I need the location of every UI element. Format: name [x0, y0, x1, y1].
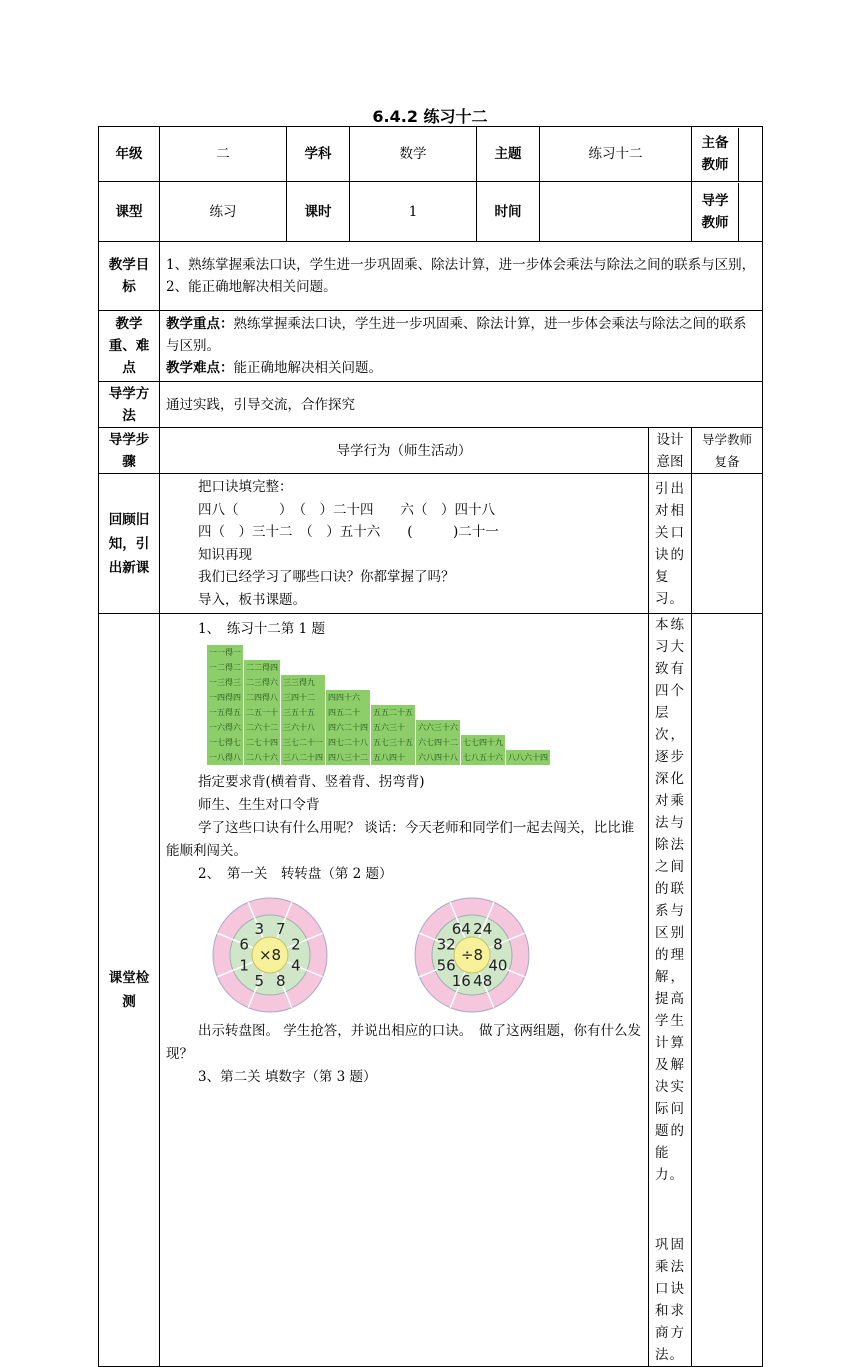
mult-table-row [207, 675, 550, 690]
mult-table-cell: 三三得九 [281, 675, 325, 690]
wheel-number: 6 [239, 935, 249, 954]
wheel-number: 2 [291, 935, 301, 954]
wheel-number: 32 [436, 935, 456, 954]
mult-table-cell: 一八得八 [207, 750, 243, 765]
mult-table-row [207, 660, 550, 675]
mult-table-cell: 二六十二 [244, 720, 280, 735]
mult-table-row [207, 735, 550, 750]
wheel-operator: ×8 [258, 946, 282, 964]
mult-table-row [207, 705, 550, 720]
spinner-wheels [210, 896, 642, 1014]
type-label: 课型 [99, 182, 160, 242]
wheel-number: 3 [254, 920, 265, 939]
time-value [540, 182, 692, 242]
mult-table-cell: 三七二十一 [281, 735, 325, 750]
check-section-label: 课堂检测 [99, 614, 160, 1367]
multiply-wheel [210, 896, 330, 1014]
mult-table-empty [416, 660, 460, 675]
mult-table-cell: 二四得八 [244, 690, 280, 705]
info-row-2 [99, 182, 763, 242]
key-point-label: 教学重点： [166, 316, 234, 332]
after-table-line-2: 师生、生生对口令背 [198, 797, 320, 813]
goal-line-2: 2、能正确地解决相关问题。 [166, 279, 337, 295]
mult-table-cell: 七七四十九 [461, 735, 505, 750]
review-intent: 引出对相关口诀的复习。 [649, 474, 692, 614]
mult-table-empty [244, 645, 280, 660]
mult-table-empty [461, 720, 505, 735]
check-item-1: 1、 练习十二第 1 题 [198, 621, 326, 637]
mult-table-cell: 六八四十八 [416, 750, 460, 765]
divide-wheel [412, 896, 532, 1014]
mult-table-cell: 三四十二 [281, 690, 325, 705]
wheel-number: 64 [452, 920, 472, 939]
method-row [99, 382, 763, 428]
page-title: 6.4.2 练习十二 [372, 107, 488, 126]
wheel-number: 4 [291, 956, 301, 975]
periods-label: 课时 [287, 182, 350, 242]
lead-teacher-cell [692, 127, 763, 182]
goals-content [160, 242, 763, 311]
mult-table-cell: 四四十六 [326, 690, 370, 705]
mult-table-cell: 五八四十 [371, 750, 415, 765]
mult-table-cell: 二七十四 [244, 735, 280, 750]
mult-table-empty [461, 660, 505, 675]
mult-table-cell: 三八二十四 [281, 750, 325, 765]
mult-table-cell: 一七得七 [207, 735, 243, 750]
mult-table-cell: 一一得一 [207, 645, 243, 660]
mult-table-cell: 五七三十五 [371, 735, 415, 750]
mult-table-cell: 一六得六 [207, 720, 243, 735]
check-section-row [99, 614, 763, 1367]
check-intent-1: 本练习大致有四个层次，逐步深化对乘法与除法之间的联系与区别的理解，提高学生计算及解决实际问题的能力。 [655, 617, 685, 1183]
check-intent-2: 巩固乘法口诀和求商方法。 [655, 1237, 685, 1363]
steps-label: 导学步骤 [99, 428, 160, 474]
goal-line-1: 1、熟练掌握乘法口诀，学生进一步巩固乘、除法计算，进一步体会乘法与除法之间的联系与区别， [166, 257, 756, 273]
goals-label: 教学目标 [99, 242, 160, 311]
key-point [166, 313, 756, 357]
mult-table-cell: 一三得三 [207, 675, 243, 690]
review-section-content [160, 474, 649, 614]
mult-table-cell: 四六二十四 [326, 720, 370, 735]
goals-row [99, 242, 763, 311]
grade-label: 年级 [99, 127, 160, 182]
mult-table-empty [281, 645, 325, 660]
mult-table-empty [506, 705, 550, 720]
mult-table-cell: 一四得四 [207, 690, 243, 705]
lesson-plan-table [98, 126, 763, 1367]
mult-table-cell: 一二得二 [207, 660, 243, 675]
mult-table-cell: 三五十五 [281, 705, 325, 720]
mult-table-cell: 八八六十四 [506, 750, 550, 765]
steps-header-row [99, 428, 763, 474]
check-intent [649, 614, 692, 1367]
review-line-6: 导入，板书课题。 [198, 591, 306, 608]
mult-table-empty [416, 675, 460, 690]
mult-table-cell: 一五得五 [207, 705, 243, 720]
wheel-number: 56 [436, 956, 456, 975]
mult-table-cell: 三六十八 [281, 720, 325, 735]
topic-label: 主题 [477, 127, 540, 182]
mult-table-row [207, 750, 550, 765]
wheel-number: 48 [473, 971, 493, 990]
activity-header: 导学行为（师生活动） [160, 428, 649, 474]
mult-table-empty [326, 645, 370, 660]
mult-table-empty [416, 645, 460, 660]
type-value: 练习 [160, 182, 287, 242]
key-point-text: 熟练掌握乘法口诀，学生进一步巩固乘、除法计算，进一步体会乘法与除法之间的联系与区别。 [166, 316, 747, 354]
mult-table-empty [506, 645, 550, 660]
mult-table-empty [461, 705, 505, 720]
mult-table-empty [461, 645, 505, 660]
check-item-3: 3、第二关 填数字（第 3 题） [198, 1069, 377, 1085]
mult-table-cell: 七八五十六 [461, 750, 505, 765]
check-section-content [160, 614, 649, 1367]
guide-teacher-cell [692, 182, 763, 242]
mult-table-row [207, 720, 550, 735]
review-section-label: 回顾旧知，引出新课 [99, 474, 160, 614]
lead-teacher-value [739, 128, 762, 181]
difficult-point-label: 教学难点： [166, 360, 234, 376]
review-line-2: 四八（ ） （ ）二十四 六（ ）四十八 [198, 501, 495, 518]
mult-table-row [207, 645, 550, 660]
intent-header: 设计意图 [649, 428, 692, 474]
periods-value: 1 [350, 182, 477, 242]
check-paragraph-2: 出示转盘图。 学生抢答，并说出相应的口诀。 做了这两组题，你有什么发现？ [166, 1023, 642, 1062]
keypoints-row [99, 311, 763, 382]
mult-table-cell: 二五一十 [244, 705, 280, 720]
guide-teacher-value [739, 183, 762, 241]
difficult-point-text: 能正确地解决相关问题。 [233, 360, 382, 376]
guide-teacher-label: 导学教师 [692, 183, 739, 241]
mult-table-cell: 四八三十二 [326, 750, 370, 765]
mult-table-empty [506, 720, 550, 735]
after-table-line-1: 指定要求背(横着背、竖着背、拐弯背) [198, 774, 425, 790]
review-section-row [99, 474, 763, 614]
mult-table-cell: 五六三十 [371, 720, 415, 735]
mult-table-empty [416, 690, 460, 705]
wheel-number: 40 [488, 956, 508, 975]
mult-table-empty [506, 690, 550, 705]
subject-label: 学科 [287, 127, 350, 182]
topic-value: 练习十二 [540, 127, 692, 182]
method-label: 导学方法 [99, 382, 160, 428]
mult-table-empty [461, 675, 505, 690]
grade-value: 二 [160, 127, 287, 182]
mult-table-cell: 二三得六 [244, 675, 280, 690]
wheel-number: 8 [275, 971, 286, 990]
wheel-number: 1 [239, 956, 249, 975]
review-header: 导学教师复备 [692, 428, 763, 474]
mult-table-cell: 二二得四 [244, 660, 280, 675]
check-paragraph-1: 学了这些口诀有什么用呢？ 谈话：今天老师和同学们一起去闯关，比比谁能顺利闯关。 [166, 820, 635, 859]
difficult-point [166, 357, 756, 379]
mult-table-cell: 四七二十八 [326, 735, 370, 750]
check-notes [692, 614, 763, 1367]
wheel-number: 5 [254, 971, 265, 990]
mult-table-cell: 六六三十六 [416, 720, 460, 735]
wheel-number: 8 [493, 935, 503, 954]
mult-table-row [207, 690, 550, 705]
mult-table-empty [371, 675, 415, 690]
mult-table-empty [371, 660, 415, 675]
mult-table-empty [506, 735, 550, 750]
check-item-2: 2、 第一关 转转盘（第 2 题） [198, 866, 393, 882]
time-label: 时间 [477, 182, 540, 242]
mult-table-cell: 二八十六 [244, 750, 280, 765]
keypoints-label: 教学重、难点 [99, 311, 160, 382]
mult-table-empty [416, 705, 460, 720]
mult-table-empty [326, 660, 370, 675]
multiplication-table [206, 645, 551, 765]
wheel-number: 16 [452, 971, 472, 990]
mult-table-empty [326, 675, 370, 690]
mult-table-empty [281, 660, 325, 675]
mult-table-cell: 五五二十五 [371, 705, 415, 720]
review-line-1: 把口诀填完整： [198, 479, 293, 495]
wheel-operator: ÷8 [461, 946, 484, 964]
review-notes [692, 474, 763, 614]
mult-table-empty [371, 645, 415, 660]
mult-table-empty [461, 690, 505, 705]
method-text: 通过实践，引导交流，合作探究 [160, 382, 763, 428]
keypoints-content [160, 311, 763, 382]
wheel-number: 7 [275, 920, 286, 939]
mult-table-empty [506, 660, 550, 675]
info-row-1 [99, 127, 763, 182]
wheel-number: 24 [473, 920, 493, 939]
review-line-4: 知识再现 [198, 546, 252, 563]
lead-teacher-label: 主备教师 [692, 128, 739, 181]
mult-table-cell: 六七四十二 [416, 735, 460, 750]
mult-table-empty [371, 690, 415, 705]
review-line-5: 我们已经学习了哪些口诀？你都掌握了吗？ [198, 569, 455, 585]
mult-table-cell: 四五二十 [326, 705, 370, 720]
review-line-3: 四（ ）三十二 （ ）五十六 ( )二十一 [198, 524, 499, 540]
mult-table-empty [506, 675, 550, 690]
subject-value: 数学 [350, 127, 477, 182]
